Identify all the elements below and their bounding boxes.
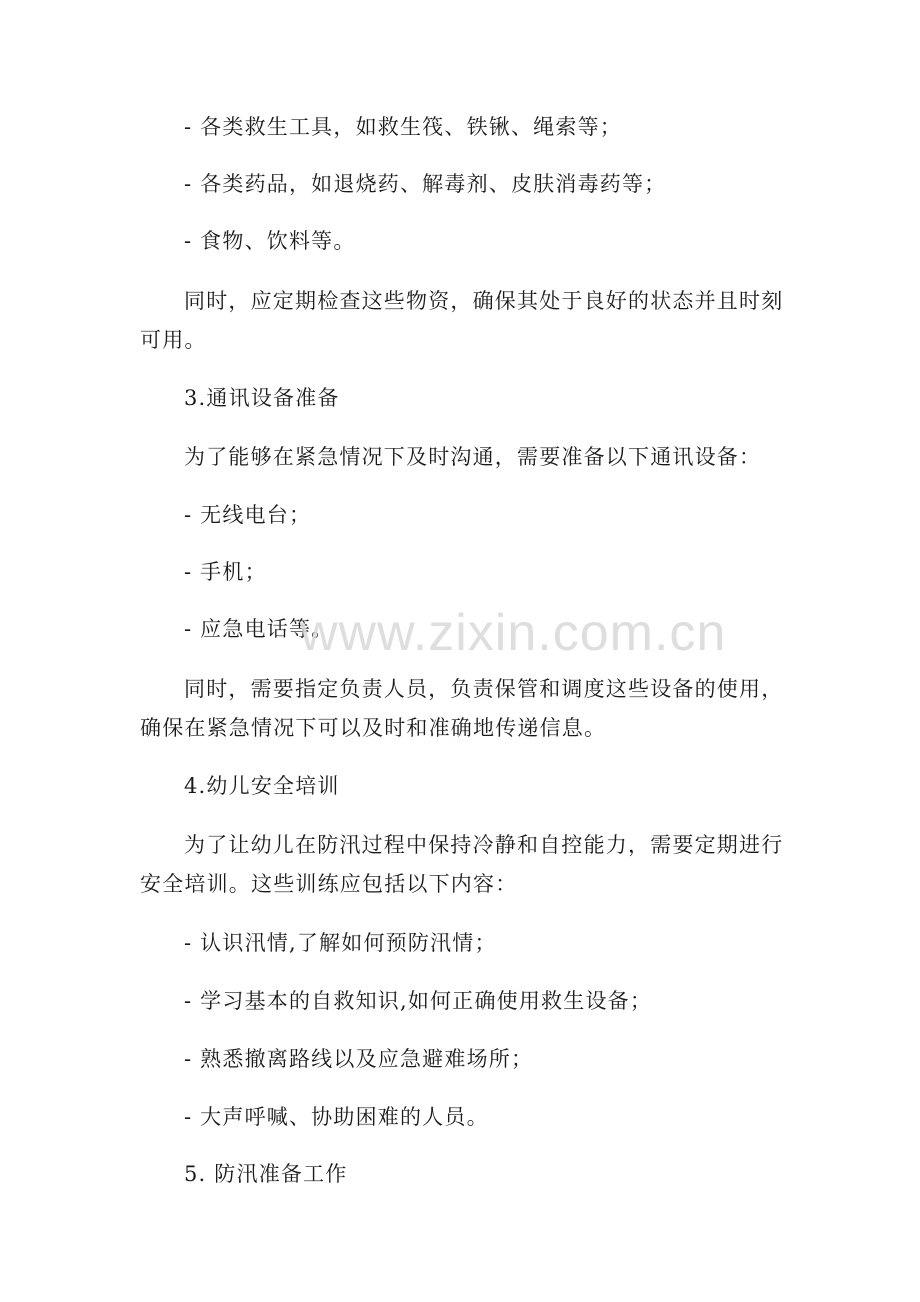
paragraph-line: 确保在紧急情况下可以及时和准确地传递信息。 <box>140 716 607 740</box>
paragraph-line: 为了能够在紧急情况下及时沟通，需要准备以下通讯设备： <box>184 445 762 469</box>
list-item-call-for-help: - 大声呼喊、协助困难的人员。 <box>184 1105 489 1129</box>
list-item-emergency-phone: - 应急电话等。 <box>184 617 334 641</box>
list-item-self-rescue: - 学习基本的自救知识,如何正确使用救生设备； <box>184 989 653 1013</box>
paragraph-line: 可用。 <box>140 328 207 352</box>
list-item-rescue-tools: - 各类救生工具，如救生筏、铁锹、绳索等； <box>184 115 622 139</box>
list-item-radio: - 无线电台； <box>184 503 312 527</box>
paragraph-line: 同时，应定期检查这些物资，确保其处于良好的状态并且时刻 <box>184 289 784 313</box>
list-item-flood-awareness: - 认识汛情,了解如何预防汛情； <box>184 931 497 955</box>
watermark: www.zixin.com.cn <box>300 604 727 662</box>
paragraph-line: 安全培训。这些训练应包括以下内容： <box>140 872 518 896</box>
section-heading-communication: 3.通讯设备准备 <box>184 386 340 410</box>
list-item-phone: - 手机； <box>184 560 267 584</box>
paragraph-line: 同时，需要指定负责人员，负责保管和调度这些设备的使用， <box>184 677 784 701</box>
list-item-evacuation: - 熟悉撤离路线以及应急避难场所； <box>184 1047 534 1071</box>
section-heading-safety-training: 4.幼儿安全培训 <box>184 774 340 798</box>
list-item-food: - 食物、饮料等。 <box>184 229 356 253</box>
section-heading-flood-prep: 5. 防汛准备工作 <box>184 1162 348 1186</box>
list-item-medicines: - 各类药品，如退烧药、解毒剂、皮肤消毒药等； <box>184 172 667 196</box>
paragraph-line: 为了让幼儿在防汛过程中保持冷静和自控能力，需要定期进行 <box>184 833 784 857</box>
